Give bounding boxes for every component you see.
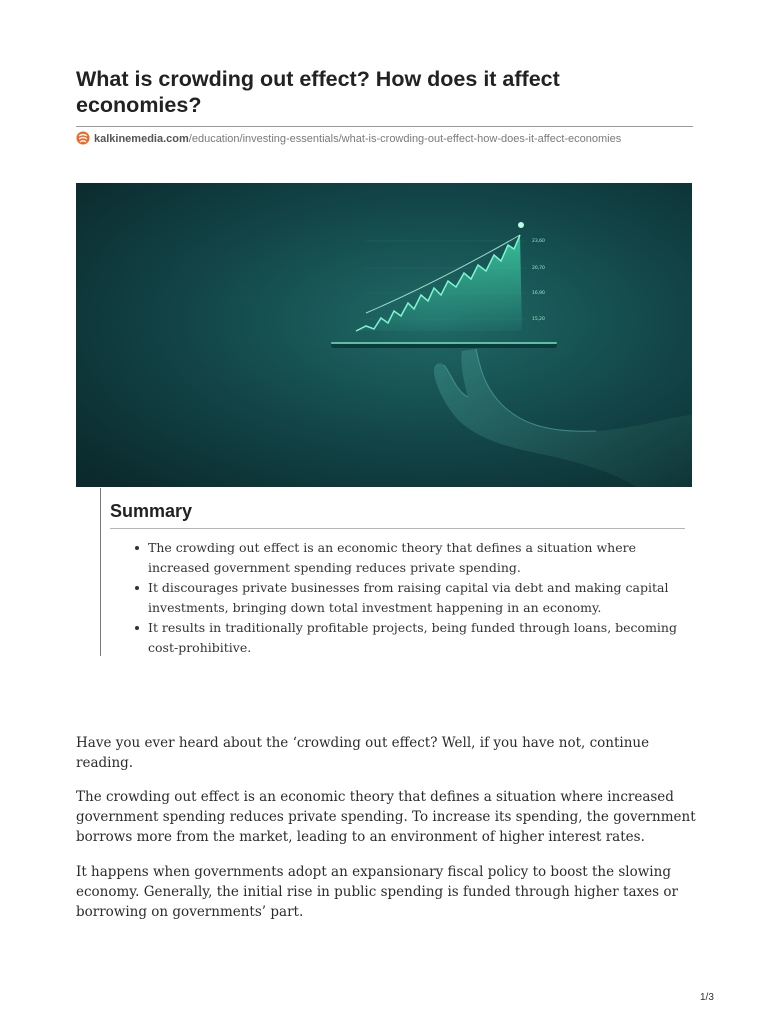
summary-divider [110, 528, 685, 529]
chart-tick-label: 16,90 [532, 291, 545, 296]
summary-item: It discourages private businesses from raising capital via debt and making capital investments, bringing down total investment happening in an economy. [148, 578, 678, 618]
body-paragraph: It happens when governments adopt an expansionary fiscal policy to boost the slowing economy. Generally, the initial rise in public spending is funded through higher taxes or borrowing on governments’ part. [76, 864, 678, 920]
title-divider [76, 126, 693, 127]
kalkine-logo-icon [76, 131, 90, 145]
summary-box [100, 488, 686, 656]
chart-tick-label: 15,20 [532, 317, 545, 322]
page-title: What is crowding out effect? How does it affect economies? [76, 67, 560, 117]
body-paragraph: Have you ever heard about the ‘crowding out effect? Well, if you have not, continue reading. [76, 735, 650, 771]
summary-list [148, 538, 678, 658]
hero-image [76, 183, 692, 487]
summary-heading: Summary [110, 501, 193, 521]
body-paragraph: The crowding out effect is an economic theory that defines a situation where increased government spending reduces private spending. To increase its spending, the government borrows more from the market, leading to an environment of higher interest rates. [76, 789, 696, 845]
page-number: 1/3 [700, 992, 714, 1003]
chart-tick-label: 23,60 [532, 239, 545, 244]
source-url[interactable] [76, 131, 696, 147]
summary-item: The crowding out effect is an economic theory that defines a situation where increased government spending reduces private spending. [148, 538, 678, 578]
chart-tick-label: 20,70 [532, 266, 545, 271]
summary-item: It results in traditionally profitable projects, being funded through loans, becoming cost-prohibitive. [148, 618, 678, 658]
source-path[interactable]: /education/investing-essentials/what-is-crowding-out-effect-how-does-it-affect-economies [188, 133, 622, 145]
source-domain[interactable]: kalkinemedia.com [94, 133, 189, 145]
